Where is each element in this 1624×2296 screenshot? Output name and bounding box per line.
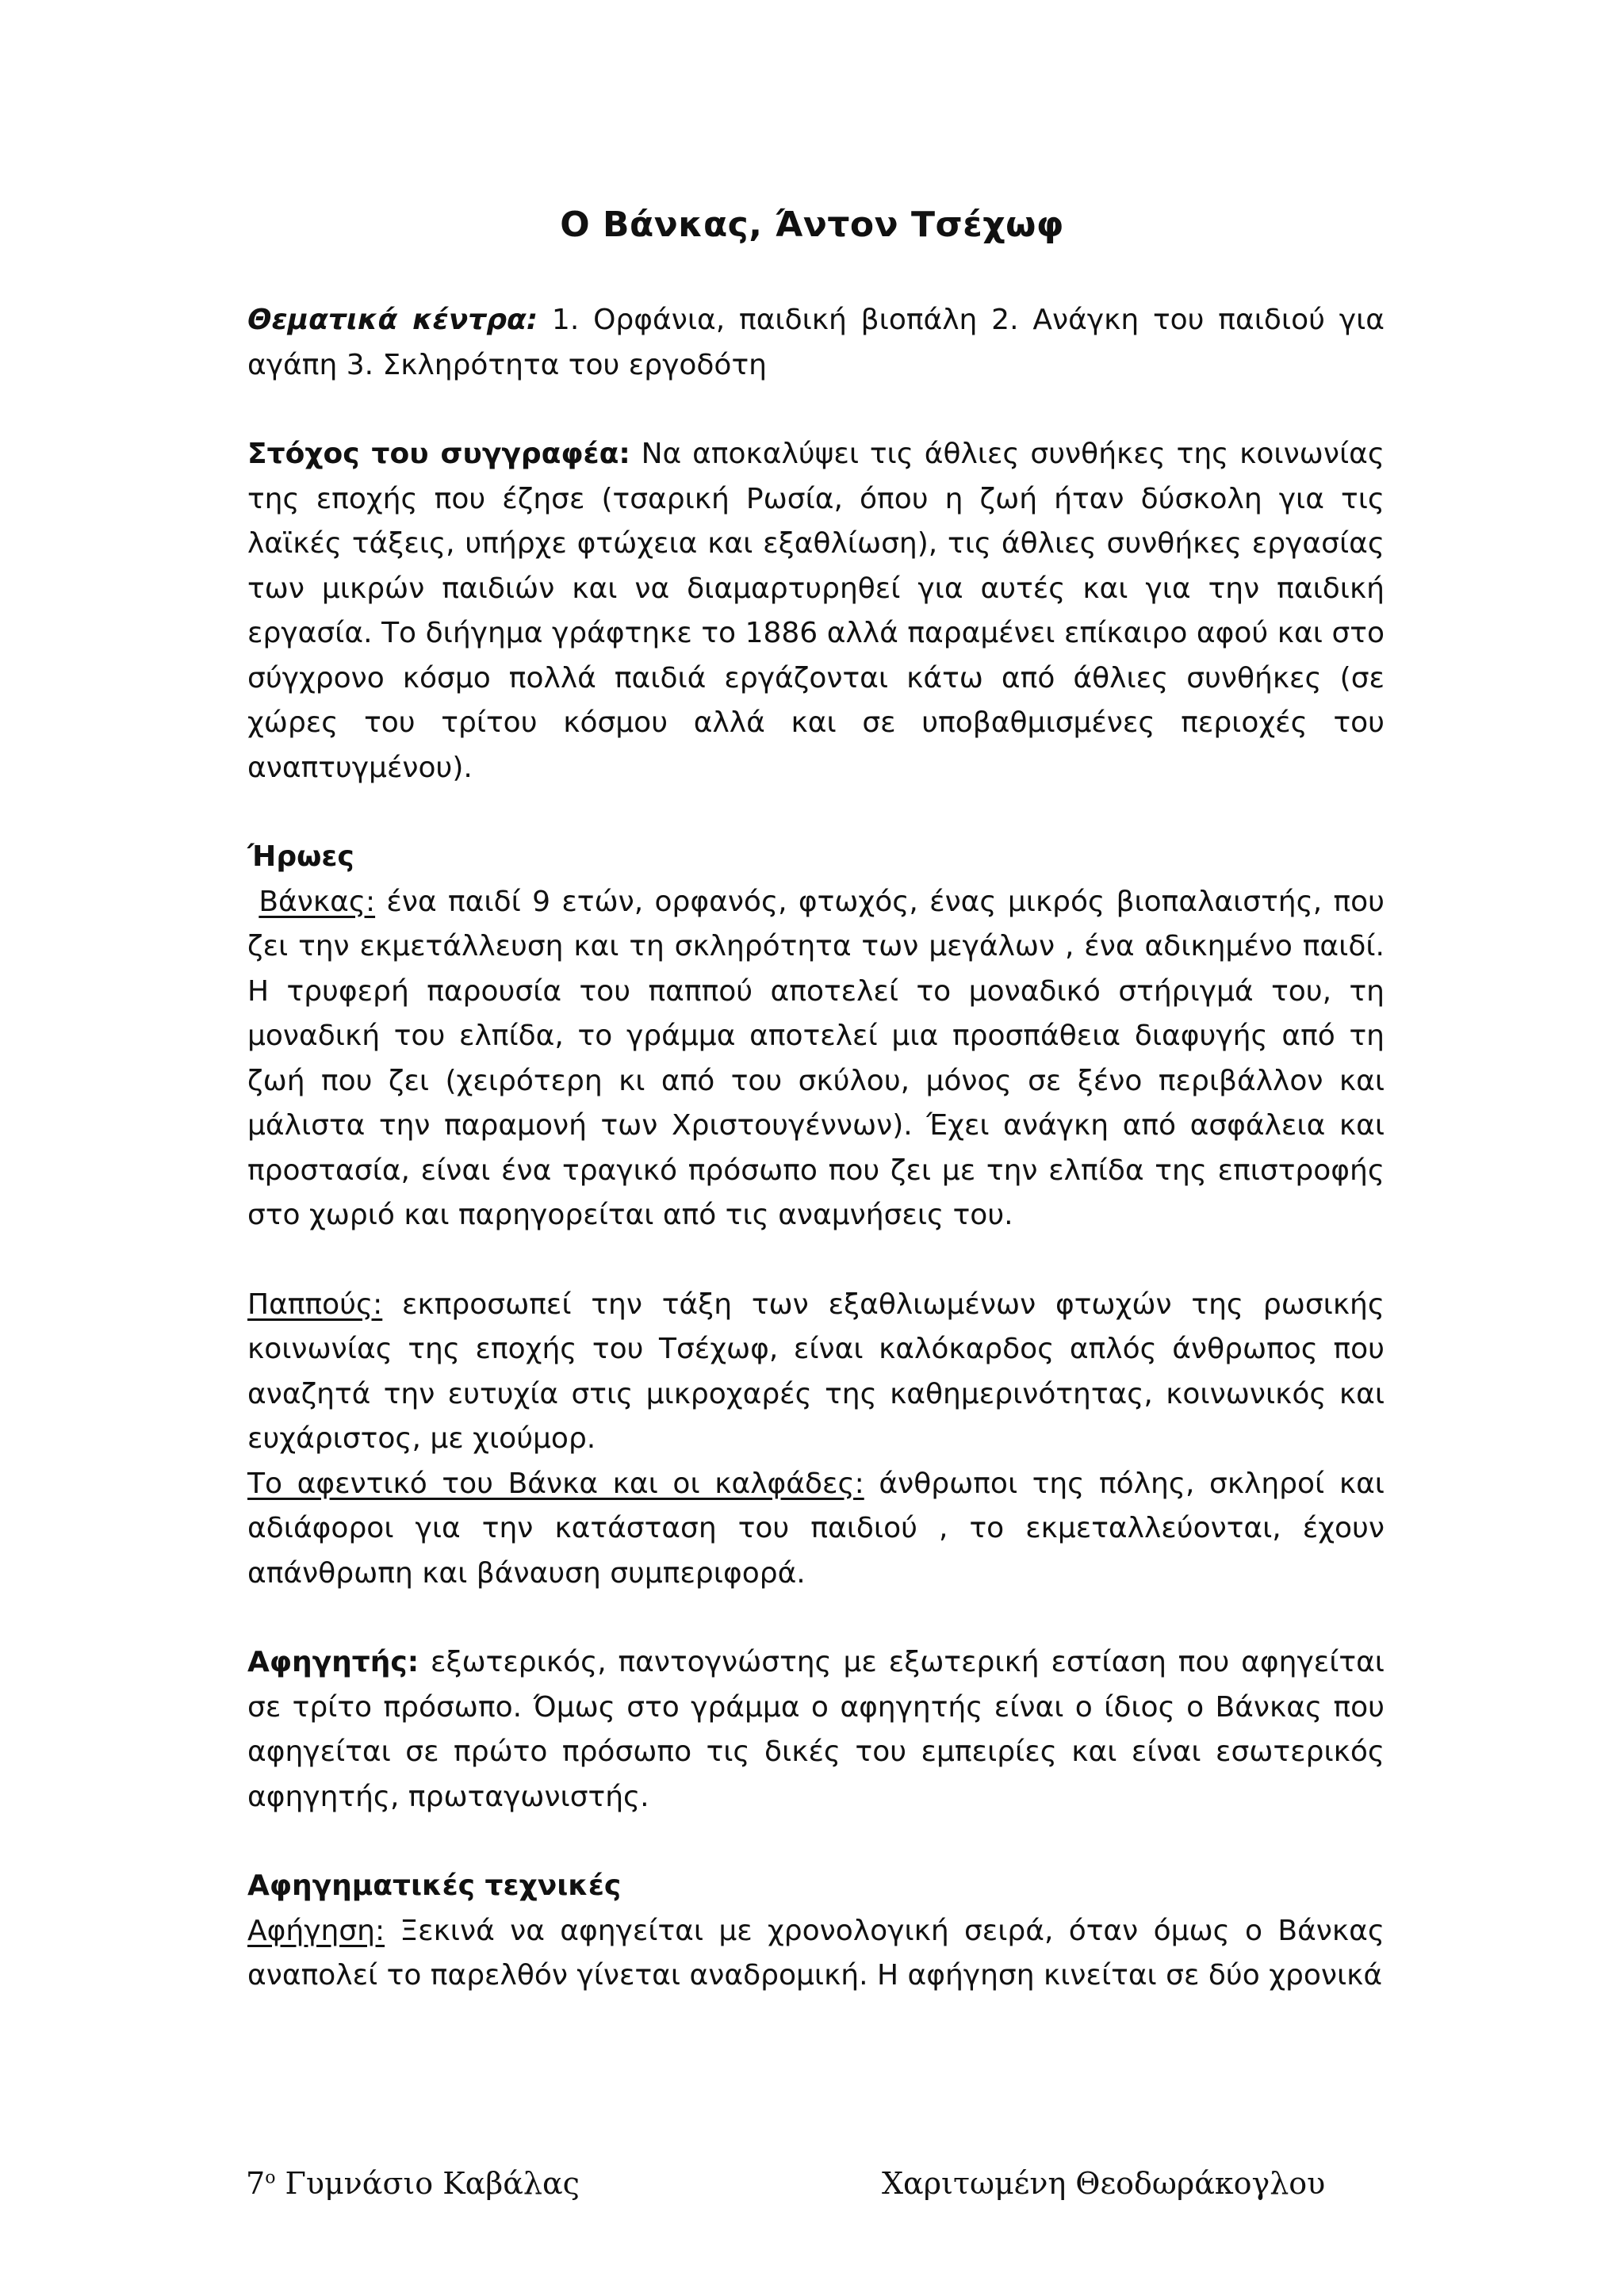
narration-paragraph: [247, 1909, 1385, 1999]
vankas-text: ένα παιδί 9 ετών, ορφανός, φτωχός, ένας μικρός βιοπαλαιστής, που ζει την εκμετάλλευση και τη σκληρότητα των μεγάλων , ένα αδικημένο παιδί. Η τρυφερή παρουσία του παππού αποτελεί το μοναδικό στήριγμά του, τη μοναδική του ελπίδα, το γράμμα αποτελεί μια προσπάθεια διαφυγής από τη ζωή που ζει (χειρότερη κι από του σκύλου, μόνος σε ξένο περιβάλλον και μάλιστα την παραμονή των Χριστουγέννων). Έχει ανάγκη από ασφάλεια και προστασία, είναι ένα τραγικό πρόσωπο που ζει με την ελπίδα της επιστροφής στο χωριό και παρηγορείται από τις αναμνήσεις του.: [247, 885, 1385, 1231]
footer-school-sup: ο: [265, 2168, 276, 2188]
footer-school: [246, 2166, 580, 2201]
footer-school-name: Γυμνάσιο Καβάλας: [275, 2166, 580, 2201]
narration-text: Ξεκινά να αφηγείται με χρονολογική σειρά, όταν όμως ο Βάνκας αναπολεί το παρελθόν γίνεται αναδρομική. Η αφήγηση κινείται σε δύο χρονικά: [247, 1914, 1385, 1992]
vankas-label: Βάνκας:: [259, 885, 376, 918]
narration-label: Αφήγηση:: [247, 1914, 385, 1947]
techniques-section: [247, 1864, 1385, 1999]
techniques-heading: Αφηγηματικές τεχνικές: [247, 1869, 622, 1902]
document-body: [247, 298, 1385, 1999]
vankas-paragraph: [247, 880, 1385, 1238]
author-goal-paragraph: [247, 432, 1385, 790]
heroes-heading: Ήρωες: [247, 840, 354, 873]
footer-author: Χαριτωμένη Θεοδωράκογλου: [882, 2166, 1326, 2201]
page-title: Ο Βάνκας, Άντον Τσέχωφ: [560, 205, 1064, 245]
author-goal-label: Στόχος του συγγραφέα:: [247, 438, 630, 470]
themes-text: 1. Ορφάνια, παιδική βιοπάλη 2. Ανάγκη του παιδιού για αγάπη 3. Σκληρότητα του εργοδότη: [247, 304, 1385, 381]
grandfather-paragraph: [247, 1283, 1385, 1462]
narrator-label: Αφηγητής:: [247, 1646, 419, 1678]
themes-label: Θεματικά κέντρα:: [247, 304, 538, 336]
themes-paragraph: [247, 298, 1385, 388]
heroes-section: [247, 835, 1385, 1238]
footer-school-number: 7: [246, 2166, 266, 2201]
grandfather-text: εκπροσωπεί την τάξη των εξαθλιωμένων φτωχών της ρωσικής κοινωνίας της εποχής του Τσέχωφ, είναι καλόκαρδος απλός άνθρωπος που αναζητά την ευτυχία στις μικροχαρές της καθημερινότητας, κοινωνικός και ευχάριστος, με χιούμορ.: [247, 1288, 1385, 1455]
grandfather-label: Παππούς:: [247, 1288, 383, 1321]
author-goal-text: Να αποκαλύψει τις άθλιες συνθήκες της κοινωνίας της εποχής που έζησε (τσαρική Ρωσία, όπου η ζωή ήταν δύσκολη για τις λαϊκές τάξεις, υπήρχε φτώχεια και εξαθλίωση), τις άθλιες συνθήκες εργασίας των μικρών παιδιών και να διαμαρτυρηθεί για αυτές και για την παιδική εργασία. Το διήγημα γράφτηκε το 1886 αλλά παραμένει επίκαιρο αφού και στο σύγχρονο κόσμο πολλά παιδιά εργάζονται κάτω από άθλιες συνθήκες (σε χώρες του τρίτου κόσμου αλλά και σε υποβαθμισμένες περιοχές του αναπτυγμένου).: [247, 438, 1385, 784]
master-label: Το αφεντικό του Βάνκα και οι καλφάδες:: [247, 1467, 864, 1500]
narrator-text: εξωτερικός, παντογνώστης με εξωτερική εστίαση που αφηγείται σε τρίτο πρόσωπο. Όμως στο γράμμα ο αφηγητής είναι ο ίδιος ο Βάνκας που αφηγείται σε πρώτο πρόσωπο τις δικές του εμπειρίες και είναι εσωτερικός αφηγητής, πρωταγωνιστής.: [247, 1646, 1385, 1813]
other-characters-section: [247, 1283, 1385, 1597]
master-paragraph: [247, 1462, 1385, 1597]
narrator-paragraph: [247, 1640, 1385, 1820]
master-text: άνθρωποι της πόλης, σκληροί και αδιάφοροι για την κατάσταση του παιδιού , το εκμεταλλεύονται, έχουν απάνθρωπη και βάναυση συμπεριφορά.: [247, 1467, 1385, 1590]
